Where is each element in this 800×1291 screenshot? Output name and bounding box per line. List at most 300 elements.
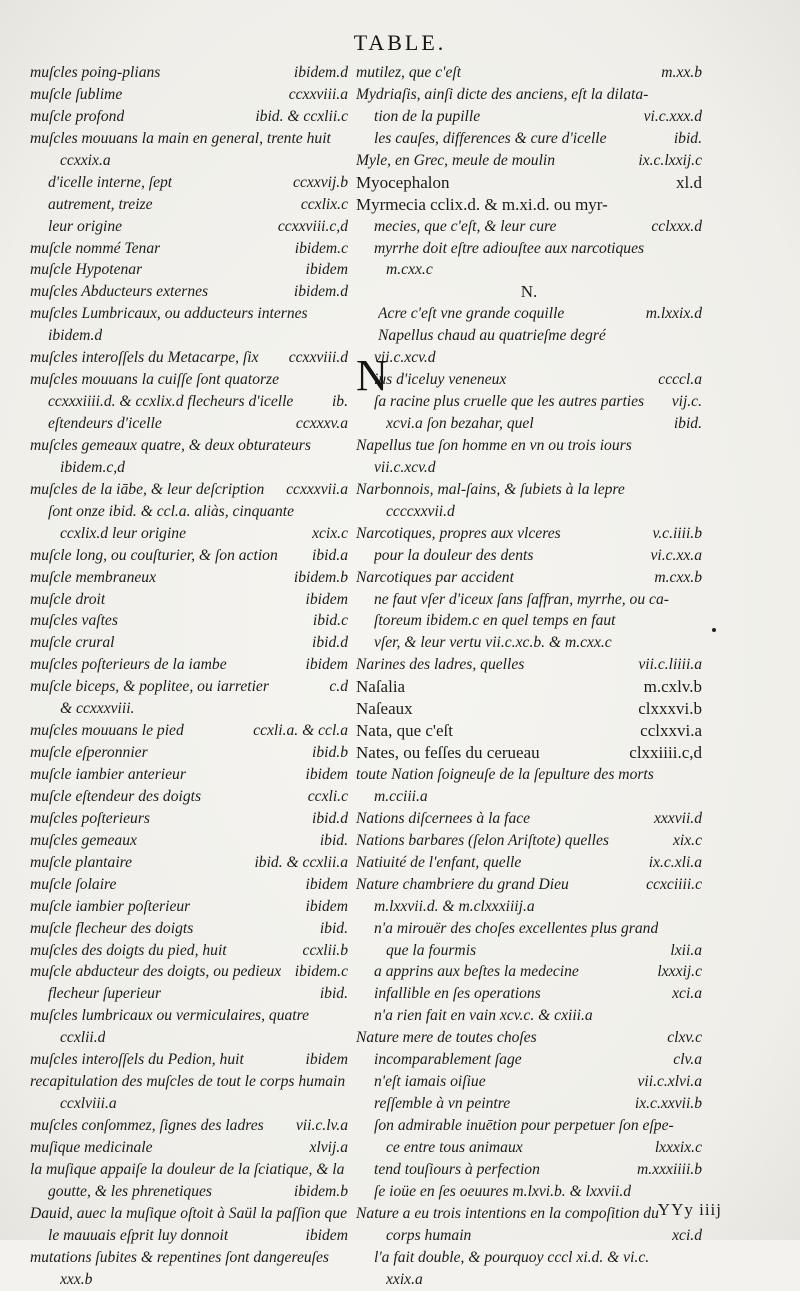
entry-text: tion de la pupille — [374, 107, 481, 125]
entry-text: muſcles interoſſels du Pedion, huit — [30, 1051, 244, 1069]
index-entry — [30, 896, 348, 918]
entry-text: pour la douleur des dents — [374, 546, 534, 564]
index-entry — [356, 1005, 702, 1027]
entry-reference: ccxxxvii.a — [286, 480, 348, 498]
index-entry — [30, 128, 348, 150]
index-entry — [30, 1247, 348, 1269]
entry-text: Nations barbares (ſelon Ariſtote) quelles — [356, 831, 609, 849]
index-entry — [356, 786, 702, 808]
entry-text: tend touſiours à perfection — [374, 1160, 540, 1178]
entry-reference: cclxxx.d — [651, 217, 702, 235]
index-entry — [30, 1181, 348, 1203]
index-entry — [30, 830, 348, 852]
index-entry — [356, 1203, 702, 1225]
entry-reference: ibidem.c — [294, 239, 348, 257]
entry-text: Nature a eu trois intentions en la compoſition du — [356, 1204, 659, 1222]
entry-reference: ccxciiii.c — [646, 875, 702, 893]
entry-reference: ibid. — [319, 985, 348, 1003]
entry-text: ſon admirable inuētion pour perpetuer ſon eſpe- — [374, 1117, 674, 1134]
entry-text: muſcles poſterieurs de la iambe — [30, 656, 227, 674]
entry-reference: m.lxxix.d — [645, 305, 702, 323]
entry-text: N. — [520, 282, 538, 302]
index-entry — [356, 347, 702, 369]
index-entry — [30, 479, 348, 501]
entry-reference: vi.c.xx.a — [650, 546, 702, 564]
index-entry — [30, 303, 348, 325]
entry-reference: ibid.d — [312, 809, 348, 827]
entry-text: Napellus chaud au quatrieſme degré — [378, 327, 606, 345]
index-entry — [30, 1269, 348, 1291]
entry-text: ccxlii.d — [60, 1029, 106, 1047]
index-entry — [30, 545, 348, 567]
entry-reference: ccxxvij.b — [293, 173, 348, 191]
entry-text: muſcle droit — [30, 590, 106, 608]
entry-text: Nature chambriere du grand Dieu — [356, 875, 569, 893]
entry-text: ſa racine plus cruelle que les autres parties — [374, 393, 645, 411]
entry-text: la muſique appaiſe la douleur de la ſciatique, & la — [30, 1160, 345, 1178]
entry-text: Napellus tue ſon homme en vn ou trois iours — [356, 436, 632, 454]
index-entry — [356, 610, 702, 632]
entry-text: ccxlix.d leur origine — [60, 524, 187, 542]
entry-text: muſcle abducteur des doigts, ou pedieux — [30, 963, 282, 981]
entry-text: que la fourmis — [386, 941, 477, 959]
index-entry — [30, 84, 348, 106]
entry-reference: ibid.a — [312, 546, 348, 564]
index-entry — [356, 194, 702, 216]
entry-reference: ccxxviii.c,d — [277, 217, 348, 235]
entry-text: muſcle crural — [30, 634, 115, 652]
index-entry — [356, 259, 702, 281]
entry-text: muſcles mouuans le pied — [30, 722, 184, 740]
drop-cap: N — [356, 351, 388, 400]
entry-text: muſcles des doigts du pied, huit — [30, 941, 227, 959]
entry-text: mutations ſubites & repentines ſont dangereuſes — [30, 1248, 329, 1266]
index-entry — [30, 632, 348, 654]
index-entry — [30, 435, 348, 457]
entry-text: & ccxxxviii. — [60, 700, 135, 718]
entry-text: ſont onze ibid. & ccl.a. aliàs, cinquante — [48, 502, 295, 520]
entry-text: n'a rien fait en vain xcv.c. & cxiii.a — [374, 1007, 593, 1025]
entry-reference: clv.a — [673, 1051, 702, 1069]
index-entry — [356, 676, 702, 698]
index-entry — [356, 698, 702, 720]
index-entry — [356, 369, 702, 391]
entry-reference: ix.c.xxvii.b — [634, 1095, 702, 1113]
index-entry — [356, 62, 702, 84]
index-column-right — [356, 62, 702, 1291]
entry-text: vſer, & leur vertu vii.c.xc.b. & m.cxx.c — [374, 634, 612, 652]
index-entry — [356, 128, 702, 150]
entry-text: Narcotiques par accident — [356, 568, 514, 586]
entry-text: muſcles mouuans la cuiſſe ſont quatorze — [30, 371, 280, 389]
index-entry — [356, 1159, 702, 1181]
entry-text: muſcle biceps, & poplitee, ou iarretier — [30, 678, 269, 696]
entry-text: Nations diſcernees à la face — [356, 809, 531, 827]
entry-text: toute Nation ſoigneuſe de la ſepulture des morts — [356, 766, 654, 783]
index-entry — [356, 325, 702, 347]
index-entry — [30, 1027, 348, 1049]
index-entry — [30, 654, 348, 676]
index-entry — [30, 1225, 348, 1247]
entry-text: xcvi.a ſon bezahar, quel — [386, 415, 534, 432]
index-entry — [30, 940, 348, 962]
entry-text: Myle, en Grec, meule de moulin — [356, 151, 556, 169]
index-entry — [356, 852, 702, 874]
index-entry — [356, 545, 702, 567]
index-entry — [30, 523, 348, 545]
entry-reference: ccxlii.b — [302, 941, 348, 959]
entry-text: mutilez, que c'eſt — [356, 64, 462, 81]
entry-reference: ibid. — [673, 415, 702, 432]
index-entry — [356, 830, 702, 852]
index-entry — [356, 216, 702, 238]
entry-text: ibidem.d — [48, 327, 103, 345]
entry-reference: m.xxxiiii.b — [637, 1160, 702, 1178]
entry-reference: ibidem — [305, 1051, 348, 1069]
entry-text: muſcles lumbricaux ou vermiculaires, quatre — [30, 1007, 310, 1025]
entry-reference: ibid. — [319, 831, 348, 849]
entry-text: muſcles Lumbricaux, ou adducteurs internes — [30, 305, 308, 323]
index-entry — [356, 918, 702, 940]
entry-text: ccxxix.a — [60, 151, 111, 169]
index-entry — [30, 413, 348, 435]
entry-text: muſcles gemeaux quatre, & deux obturateurs — [30, 436, 311, 454]
index-entry — [30, 720, 348, 742]
entry-reference: ix.c.xli.a — [648, 853, 702, 871]
index-entry — [30, 874, 348, 896]
entry-text: muſcles poſterieurs — [30, 809, 150, 827]
entry-text: muſcle nommé Tenar — [30, 239, 161, 257]
entry-text: muſcle eſtendeur des doigts — [30, 787, 202, 805]
entry-text: m.cxx.c — [386, 261, 433, 279]
entry-reference: vii.c.xlvi.a — [637, 1073, 702, 1091]
index-entry — [30, 764, 348, 786]
entry-reference: ix.c.lxxij.c — [638, 151, 702, 169]
entry-text: Narcotiques, propres aux vlceres — [356, 524, 561, 542]
index-entry — [30, 150, 348, 172]
entry-text: reſſemble à vn peintre — [374, 1095, 511, 1113]
index-entry — [356, 106, 702, 128]
index-entry — [356, 238, 702, 260]
entry-text: Narbonnois, mal-ſains, & ſubiets à la lepre — [356, 480, 625, 498]
entry-text: Mydriaſis, ainſi dicte des anciens, eſt la dilata- — [356, 85, 649, 103]
entry-text: muſcles interoſſels du Metacarpe, ſix — [30, 349, 259, 367]
index-entry — [30, 1005, 348, 1027]
entry-reference: ibidem.d — [293, 283, 348, 301]
entry-text: muſcles conſommez, ſignes des ladres — [30, 1117, 264, 1134]
index-entry — [30, 1203, 348, 1225]
entry-reference: ccxli.a. & ccl.a — [253, 722, 348, 740]
entry-reference: vij.c. — [671, 393, 702, 411]
entry-reference: ccxxviii.a — [288, 85, 348, 103]
entry-reference: ibid. — [319, 919, 348, 937]
entry-text: m.cciii.a — [374, 787, 428, 805]
entry-text: n'eſt iamais oiſiue — [374, 1073, 486, 1091]
index-entry — [356, 567, 702, 589]
entry-text: muſcles Abducteurs externes — [30, 283, 209, 301]
entry-text: ce entre tous animaux — [386, 1138, 523, 1156]
entry-text: vii.c.xcv.d — [374, 349, 436, 367]
entry-text: ſtoreum ibidem.c en quel temps en faut — [374, 612, 616, 630]
entry-text: ſe ioüe en ſes oeuures m.lxvi.b. & lxxvii.d — [374, 1182, 632, 1200]
entry-reference: xlvij.a — [309, 1138, 348, 1156]
entry-reference: ibidem — [305, 1226, 348, 1244]
entry-reference: xcix.c — [312, 524, 348, 542]
index-entry — [30, 62, 348, 84]
index-entry — [356, 632, 702, 654]
entry-text: muſcle iambier poſterieur — [30, 897, 191, 915]
index-entry — [30, 259, 348, 281]
entry-reference: ccccl.a — [658, 371, 702, 389]
entry-reference: xl.d — [676, 172, 702, 192]
index-entry — [356, 479, 702, 501]
index-entry — [356, 1093, 702, 1115]
entry-reference: lxxxij.c — [657, 963, 702, 981]
index-entry — [30, 325, 348, 347]
index-entry — [356, 391, 702, 413]
entry-reference: vii.c.liiii.a — [638, 656, 702, 674]
entry-reference: xci.d — [672, 1226, 702, 1244]
entry-text: vii.c.xcv.d — [374, 458, 436, 476]
entry-text: xxix.a — [386, 1270, 423, 1288]
index-entry — [30, 742, 348, 764]
entry-text: Myrmecia cclix.d. & m.xi.d. ou myr- — [356, 194, 608, 214]
index-entry — [30, 106, 348, 128]
entry-reference: ibid. & ccxlii.a — [254, 853, 348, 871]
entry-text: les cauſes, differences & cure d'icelle — [374, 129, 607, 147]
index-entry — [30, 172, 348, 194]
entry-reference: ibid.b — [312, 744, 348, 762]
entry-reference: lxii.a — [670, 941, 702, 959]
entry-text: Natiuité de l'enfant, quelle — [356, 853, 522, 871]
index-entry — [30, 1071, 348, 1093]
index-entry — [356, 413, 702, 435]
index-entry — [356, 1247, 702, 1269]
index-entry — [356, 961, 702, 983]
entry-text: muſcle flecheur des doigts — [30, 919, 194, 937]
entry-text: muſcles gemeaux — [30, 831, 137, 849]
entry-reference: xci.a — [672, 985, 702, 1003]
index-entry — [356, 1225, 702, 1247]
index-entry — [30, 194, 348, 216]
entry-reference: ibidem.d — [293, 64, 348, 81]
entry-text: ccxxxiiii.d. & ccxlix.d flecheurs d'icelle — [48, 393, 294, 411]
index-entry — [356, 1181, 702, 1203]
entry-reference: ccxxxv.a — [295, 415, 348, 432]
entry-text: a apprins aux beſtes la medecine — [374, 963, 579, 981]
entry-text: l'a fait double, & pourquoy cccl xi.d. & vi.c. — [374, 1248, 650, 1266]
entry-reference: ccxlix.c — [300, 195, 348, 213]
index-entry — [356, 150, 702, 172]
index-entry — [30, 1093, 348, 1115]
entry-text: Nata, que c'eſt — [356, 721, 453, 741]
entry-text: Acre c'eſt vne grande coquille — [378, 305, 565, 323]
entry-text: mecies, que c'eſt, & leur cure — [374, 217, 557, 235]
entry-text: myrrhe doit eſtre adiouſtee aux narcotiques — [374, 239, 645, 257]
entry-reference: xix.c — [673, 831, 702, 849]
entry-text: infallible en ſes operations — [374, 985, 541, 1003]
entry-text: Naſalia — [356, 677, 406, 697]
entry-reference: v.c.iiii.b — [652, 524, 702, 542]
entry-reference: ibidem — [305, 875, 348, 893]
entry-reference: ccxli.c — [307, 787, 348, 805]
index-entry — [356, 1049, 702, 1071]
entry-text: muſcle membraneux — [30, 568, 157, 586]
entry-text: ius d'iceluy veneneux — [374, 371, 507, 389]
index-entry — [356, 303, 702, 325]
entry-text: muſcles de la iābe, & leur deſcription — [30, 480, 265, 498]
index-entry — [356, 84, 702, 106]
index-entry — [30, 1159, 348, 1181]
index-entry — [30, 589, 348, 611]
entry-reference: ibidem.b — [293, 1182, 348, 1200]
index-entry — [356, 523, 702, 545]
index-entry — [30, 1115, 348, 1137]
entry-text: flecheur ſuperieur — [48, 985, 162, 1003]
entry-text: muſique medicinale — [30, 1138, 153, 1156]
index-entry — [356, 501, 702, 523]
entry-reference: clxxiiii.c,d — [629, 743, 702, 763]
entry-text: le mauuais eſprit luy donnoit — [48, 1226, 229, 1244]
entry-text: corps humain — [386, 1226, 472, 1244]
index-column-left — [30, 62, 348, 1291]
ink-speck — [712, 628, 716, 632]
page-title: TABLE. — [353, 30, 447, 55]
entry-text: muſcles poing-plians — [30, 64, 161, 81]
index-entry — [356, 589, 702, 611]
entry-text: muſcle Hypotenar — [30, 261, 143, 279]
index-entry — [30, 961, 348, 983]
entry-text: d'icelle interne, ſept — [48, 173, 173, 191]
entry-text: muſcle profond — [30, 107, 125, 125]
entry-text: xxx.b — [60, 1270, 93, 1288]
entry-text: muſcle ſublime — [30, 85, 123, 103]
entry-text: muſcles mouuans la main en general, trente huit — [30, 129, 331, 147]
entry-reference: m.cxlv.b — [643, 677, 702, 697]
index-entry — [30, 281, 348, 303]
index-entry — [356, 435, 702, 457]
entry-reference: ibid. — [673, 129, 702, 147]
entry-text: muſcle plantaire — [30, 853, 133, 871]
entry-text: muſcle ſolaire — [30, 875, 117, 893]
index-entry — [356, 654, 702, 676]
index-entry — [356, 172, 702, 194]
index-entry — [356, 720, 702, 742]
index-entry — [30, 1137, 348, 1159]
index-entry — [356, 281, 702, 303]
entry-text: Nates, ou feſſes du cerueau — [356, 743, 540, 763]
index-entry — [30, 347, 348, 369]
index-entry — [356, 1027, 702, 1049]
entry-reference: ibidem — [305, 261, 348, 279]
index-entry — [30, 676, 348, 698]
entry-text: Nature mere de toutes choſes — [356, 1029, 537, 1047]
entry-reference: clxv.c — [667, 1029, 702, 1047]
index-entry — [30, 369, 348, 391]
entry-reference: cclxxvi.a — [640, 721, 702, 741]
index-entry — [356, 874, 702, 896]
entry-text: Naſeaux — [356, 699, 413, 719]
index-entry — [30, 808, 348, 830]
entry-text: m.lxxvii.d. & m.clxxxiiij.a — [374, 897, 535, 915]
entry-text: Myocephalon — [356, 172, 450, 192]
index-entry — [30, 238, 348, 260]
entry-reference: m.xx.b — [661, 64, 702, 81]
index-entry — [30, 457, 348, 479]
entry-reference: ibidem — [305, 590, 348, 608]
index-entry — [30, 852, 348, 874]
index-entry — [30, 983, 348, 1005]
index-entry — [356, 896, 702, 918]
index-entry — [30, 698, 348, 720]
entry-reference: ibidem.c — [294, 963, 348, 981]
index-entry — [356, 457, 702, 479]
entry-text: Narines des ladres, quelles — [356, 656, 525, 674]
entry-reference: lxxxix.c — [654, 1138, 702, 1156]
entry-text: leur origine — [48, 217, 123, 235]
entry-text: ne faut vſer d'iceux ſans ſaffran, myrrhe, ou ca- — [374, 590, 669, 608]
index-entry — [356, 940, 702, 962]
index-entry — [30, 918, 348, 940]
entry-reference: xxxvii.d — [653, 809, 702, 827]
index-entry — [30, 567, 348, 589]
entry-reference: ibidem — [305, 766, 348, 783]
entry-text: incomparablement ſage — [374, 1051, 522, 1069]
entry-reference: ibid.d — [312, 634, 348, 652]
entry-text: muſcles vaſtes — [30, 612, 118, 630]
entry-reference: m.cxx.b — [654, 568, 702, 586]
index-entry — [30, 391, 348, 413]
index-entry — [356, 808, 702, 830]
entry-reference: ibid. & ccxlii.c — [255, 107, 348, 125]
index-entry — [356, 742, 702, 764]
index-entry — [30, 610, 348, 632]
entry-text: Dauid, auec la muſique oſtoit à Saül la paſſion que — [30, 1204, 348, 1222]
entry-text: muſcle eſperonnier — [30, 744, 148, 762]
index-entry — [356, 1269, 702, 1291]
entry-reference: ccxxviii.d — [288, 349, 348, 367]
entry-text: recapitulation des muſcles de tout le corps humain — [30, 1073, 346, 1091]
entry-text: muſcle long, ou couſturier, & ſon action — [30, 546, 278, 564]
index-entry — [30, 501, 348, 523]
signature-mark: YYy iiij — [657, 1200, 722, 1219]
index-entry — [356, 1071, 702, 1093]
entry-reference: clxxxvi.b — [638, 699, 702, 719]
entry-text: ccxlviii.a — [60, 1095, 117, 1113]
index-entry — [30, 786, 348, 808]
index-entry — [30, 216, 348, 238]
entry-reference: ibidem.b — [293, 568, 348, 586]
entry-text: muſcle iambier anterieur — [30, 766, 186, 783]
entry-reference: vi.c.xxx.d — [643, 107, 702, 125]
entry-text: autrement, treize — [48, 195, 153, 213]
entry-reference: vii.c.lv.a — [295, 1117, 348, 1134]
entry-text: goutte, & les phrenetiques — [48, 1182, 212, 1200]
entry-reference: ibid.c — [312, 612, 348, 630]
entry-text: ibidem.c,d — [60, 458, 125, 476]
index-entry — [356, 983, 702, 1005]
index-entry — [30, 1049, 348, 1071]
entry-reference: ibidem — [305, 897, 348, 915]
entry-reference: ib. — [331, 393, 348, 411]
entry-reference: c.d — [329, 678, 348, 696]
index-entry — [356, 1115, 702, 1137]
entry-text: eſtendeurs d'icelle — [48, 415, 162, 432]
entry-text: ccccxxvii.d — [386, 502, 455, 520]
index-entry — [356, 764, 702, 786]
entry-text: n'a mirouër des choſes excellentes plus grand — [374, 919, 659, 937]
entry-reference: ibidem — [305, 656, 348, 674]
